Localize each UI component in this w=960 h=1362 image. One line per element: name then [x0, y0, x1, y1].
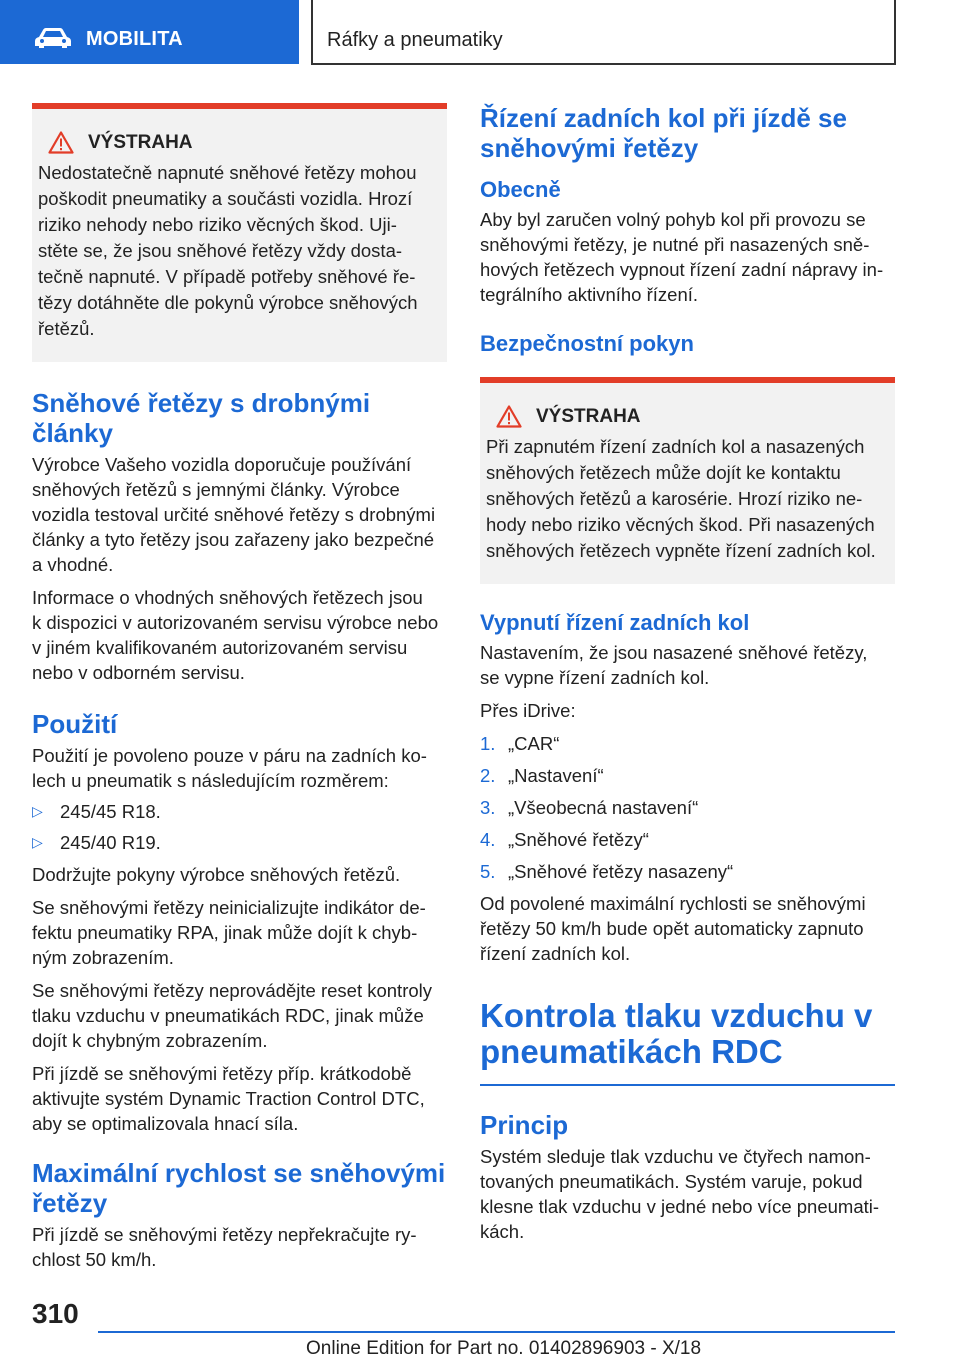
- warning-text: Při zapnutém řízení zadních kol a nasazených sněhových řetězech může dojít ke kontaktu sněhových řetězů a karosérie. Hrozí riziko ne- hody nebo riziko věcných škod. Při nasazených sněhových řetězech vypněte řízení zadních kol.: [486, 436, 876, 561]
- list-item: 3. „Všeobecná nastavení“: [480, 797, 699, 818]
- paragraph: Nastavením, že jsou nasazené sněhové řetězy, se vypne řízení zadních kol.: [480, 642, 868, 688]
- heading-fine-link-chains: Sněhové řetězy s drobnými články: [32, 388, 371, 448]
- warning-text: Nedostatečně napnuté sněhové řetězy mohou poškodit pneumatiky a součásti vozidla. Hrozí riziko nehody nebo riziko věcných škod. Uji- stěte se, že jsou sněhové řetězy vždy dosta- tečně napnuté. V případě potřeby sněhové ře- tězy dotáhněte dle pokynů výrobce sněhových řetězů.: [38, 162, 418, 339]
- paragraph: Informace o vhodných sněhových řetězech jsou k dispozici v autorizovaném servisu výrobce nebo v jiném kvalifikovaném autorizovaném servisu nebo v odborném servisu.: [32, 587, 439, 683]
- paragraph: Aby byl zaručen volný pohyb kol při provozu se sněhovými řetězy, je nutné při nasazených sně- hových řetězech vypnout řízení zadní nápravy in- tegrálního aktivního řízení.: [480, 209, 884, 305]
- right-column: [480, 103, 895, 1244]
- paragraph: Dodržujte pokyny výrobce sněhových řetězů.: [32, 864, 401, 885]
- warning-triangle-icon: [496, 405, 522, 428]
- footer-divider: [98, 1331, 895, 1333]
- heading-principle: Princip: [480, 1110, 569, 1140]
- car-icon: [34, 27, 72, 49]
- paragraph: Použití je povoleno pouze v páru na zadních ko- lech u pneumatik s následujícím rozměrem:: [32, 745, 427, 791]
- heading-usage: Použití: [32, 709, 118, 739]
- heading-max-speed: Maximální rychlost se sněhovými řetězy: [32, 1158, 446, 1218]
- chapter-title-box: [311, 0, 896, 65]
- heading-rear-steering: Řízení zadních kol při jízdě se sněhovými řetězy: [480, 103, 847, 163]
- heading-tire-pressure-rdc: Kontrola tlaku vzduchu v pneumatikách RDC: [480, 997, 873, 1070]
- left-column: [32, 103, 447, 1272]
- paragraph: Při jízdě se sněhovými řetězy příp. krátkodobě aktivujte systém Dynamic Traction Control DTC, aby se optimalizovala hnací síla.: [32, 1063, 425, 1134]
- warning-triangle-icon: [48, 131, 74, 154]
- list-item: 5. „Sněhové řetězy nasazeny“: [480, 861, 734, 882]
- warning-box: [480, 377, 895, 584]
- paragraph: Systém sleduje tlak vzduchu ve čtyřech namon- tovaných pneumatikách. Systém varuje, pokud klesne tlak vzduchu v jedné nebo více pneumati- kách.: [480, 1146, 880, 1242]
- section-label: MOBILITA: [86, 28, 183, 50]
- warning-label: VÝSTRAHA: [88, 131, 193, 153]
- paragraph: Od povolené maximální rychlosti se sněhovými řetězy 50 km/h bude opět automaticky zapnuto řízení zadních kol.: [480, 893, 866, 964]
- list-item: ▷ 245/45 R18.: [32, 801, 161, 822]
- list-item: ▷ 245/40 R19.: [32, 832, 161, 853]
- chapter-title: Ráfky a pneumatiky: [327, 29, 503, 51]
- warning-label: VÝSTRAHA: [536, 405, 641, 427]
- triangle-bullet-icon: ▷: [32, 834, 43, 850]
- paragraph: Při jízdě se sněhovými řetězy nepřekračujte ry- chlost 50 km/h.: [32, 1224, 417, 1270]
- subheading-safety: Bezpečnostní pokyn: [480, 331, 694, 356]
- section-divider: [480, 1084, 895, 1086]
- paragraph: Se sněhovými řetězy neprovádějte reset kontroly tlaku vzduchu v pneumatikách RDC, jinak může dojít k chybným zobrazením.: [32, 980, 433, 1051]
- heading-disable-rear-steering: Vypnutí řízení zadních kol: [480, 610, 750, 635]
- triangle-bullet-icon: ▷: [32, 803, 43, 819]
- paragraph: Přes iDrive:: [480, 700, 576, 721]
- list-item: 2. „Nastavení“: [480, 765, 604, 786]
- section-tab-mobilita[interactable]: [0, 0, 299, 64]
- paragraph: Se sněhovými řetězy neinicializujte indikátor de- fektu pneumatiky RPA, jinak může dojít k chyb- ným zobrazením.: [32, 897, 426, 968]
- warning-box: [32, 103, 447, 362]
- list-item: 4. „Sněhové řetězy“: [480, 829, 649, 850]
- footer-edition: Online Edition for Part no. 01402896903 - X/18: [306, 1338, 702, 1359]
- list-item: 1. „CAR“: [480, 733, 560, 754]
- page-number: 310: [32, 1298, 79, 1329]
- subheading-general: Obecně: [480, 177, 561, 202]
- bullet-list: [32, 799, 447, 855]
- paragraph: Výrobce Vašeho vozidla doporučuje používání sněhových řetězů s jemnými články. Výrobce vozidla testoval určité sněhové řetězy s drobnými články a tyto řetězy jsou zařazeny jako bezpečné a vhodné.: [32, 454, 436, 575]
- numbered-list: [480, 731, 895, 884]
